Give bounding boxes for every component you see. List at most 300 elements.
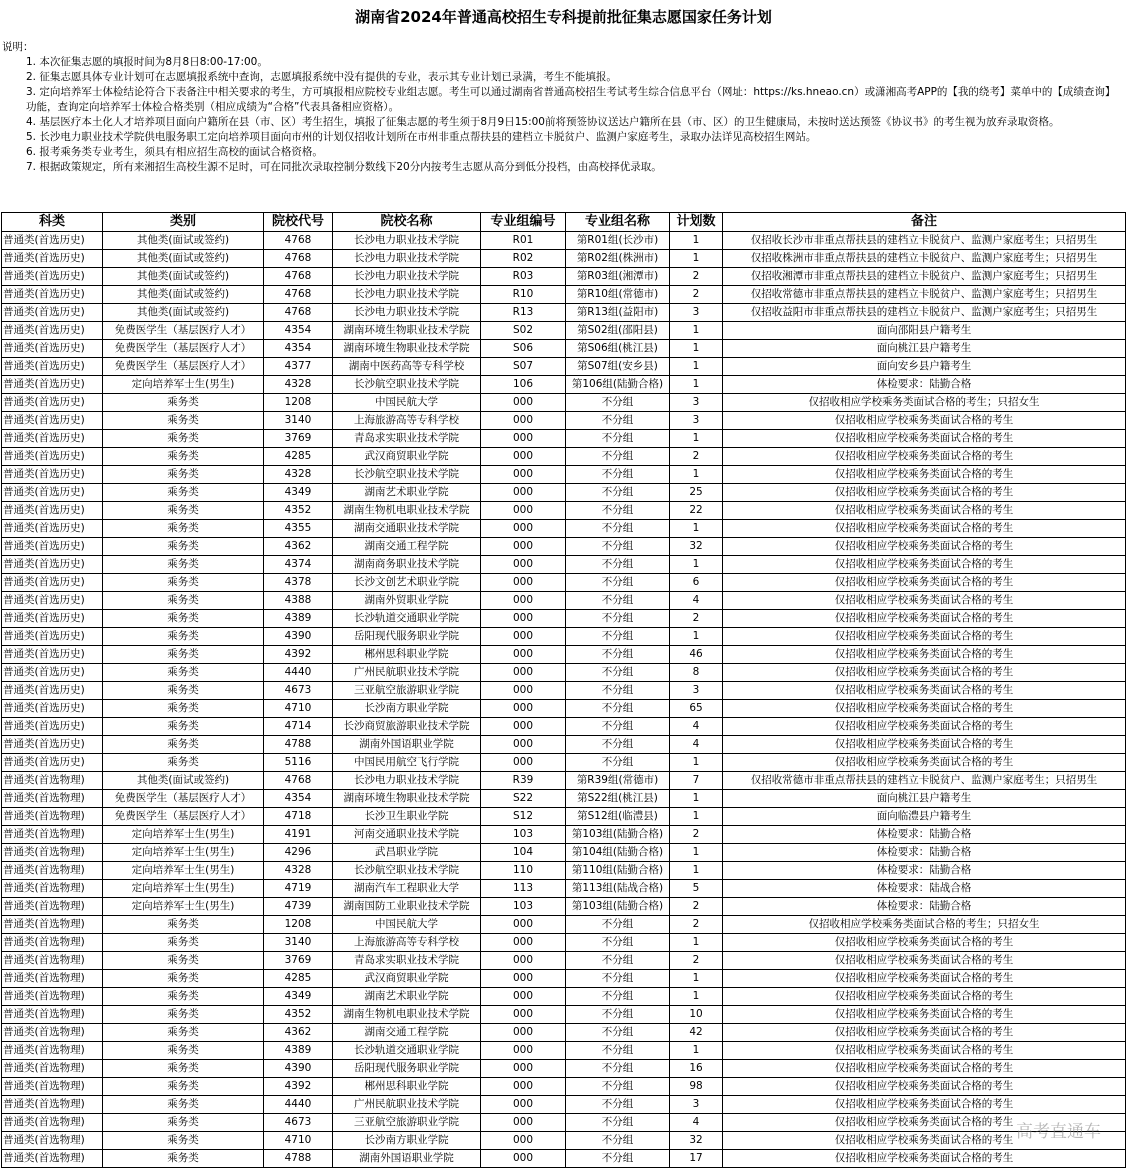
- table-row: [2, 1060, 1126, 1078]
- cell-plan-count: 1: [670, 790, 723, 808]
- cell-type: 乘务类: [103, 484, 264, 502]
- cell-remark: 仅招收相应学校乘务类面试合格的考生: [723, 484, 1126, 502]
- cell-group-code: 106: [481, 376, 566, 394]
- cell-category: 普通类(首选物理): [2, 844, 103, 862]
- table-row: [2, 502, 1126, 520]
- cell-school-name: 长沙南方职业学院: [333, 1132, 481, 1150]
- cell-type: 乘务类: [103, 1042, 264, 1060]
- cell-category: 普通类(首选物理): [2, 1078, 103, 1096]
- cell-remark: 仅招收相应学校乘务类面试合格的考生: [723, 952, 1126, 970]
- cell-category: 普通类(首选物理): [2, 898, 103, 916]
- table-header-row: [2, 213, 1126, 232]
- cell-plan-count: 1: [670, 628, 723, 646]
- cell-category: 普通类(首选物理): [2, 790, 103, 808]
- cell-group-name: 不分组: [566, 934, 670, 952]
- page-title: 湖南省2024年普通高校招生专科提前批征集志愿国家任务计划: [355, 8, 772, 26]
- cell-group-name: 不分组: [566, 1078, 670, 1096]
- cell-remark: 仅招收相应学校乘务类面试合格的考生: [723, 1150, 1126, 1168]
- cell-type: 其他类(面试或签约): [103, 250, 264, 268]
- table-row: [2, 340, 1126, 358]
- cell-type: 定向培养军士生(男生): [103, 376, 264, 394]
- cell-school-code: 4296: [264, 844, 333, 862]
- cell-group-name: 不分组: [566, 970, 670, 988]
- cell-remark: 仅招收相应学校乘务类面试合格的考生: [723, 502, 1126, 520]
- cell-category: 普通类(首选历史): [2, 232, 103, 250]
- cell-type: 其他类(面试或签约): [103, 304, 264, 322]
- cell-type: 乘务类: [103, 754, 264, 772]
- cell-group-code: 000: [481, 1150, 566, 1168]
- cell-group-code: 000: [481, 700, 566, 718]
- cell-school-name: 郴州思科职业学院: [333, 646, 481, 664]
- note-item-2: 2. 征集志愿具体专业计划可在志愿填报系统中查询，志愿填报系统中没有提供的专业，表示其专业计划已录满，考生不能填报。: [26, 71, 617, 83]
- table-row: [2, 232, 1126, 250]
- cell-group-name: 第S02组(邵阳县): [566, 322, 670, 340]
- cell-group-code: 000: [481, 520, 566, 538]
- cell-type: 乘务类: [103, 430, 264, 448]
- cell-type: 乘务类: [103, 682, 264, 700]
- cell-school-name: 岳阳现代服务职业学院: [333, 1060, 481, 1078]
- cell-remark: 体检要求：陆勤合格: [723, 376, 1126, 394]
- cell-school-name: 上海旅游高等专科学校: [333, 412, 481, 430]
- cell-group-name: 不分组: [566, 592, 670, 610]
- cell-school-name: 武汉商贸职业学院: [333, 970, 481, 988]
- cell-category: 普通类(首选历史): [2, 358, 103, 376]
- cell-plan-count: 3: [670, 304, 723, 322]
- cell-group-name: 第R10组(常德市): [566, 286, 670, 304]
- cell-group-code: 000: [481, 718, 566, 736]
- cell-remark: 仅招收相应学校乘务类面试合格的考生: [723, 574, 1126, 592]
- cell-group-name: 不分组: [566, 466, 670, 484]
- cell-plan-count: 1: [670, 1042, 723, 1060]
- cell-school-code: 3769: [264, 430, 333, 448]
- note-item-4: 4. 基层医疗本土化人才培养项目面向户籍所在县（市、区）考生招生，填报了征集志愿的考生须于8月9日15:00前将预签协议送达户籍所在县（市、区）的卫生健康局，未按时送达预签《协议书》的考生视为放弃录取资格。: [26, 116, 1060, 128]
- cell-type: 乘务类: [103, 736, 264, 754]
- header-cell: 院校代号: [264, 213, 333, 232]
- cell-school-name: 三亚航空旅游职业学院: [333, 682, 481, 700]
- cell-school-name: 长沙电力职业技术学院: [333, 304, 481, 322]
- cell-school-code: 4768: [264, 232, 333, 250]
- cell-plan-count: 2: [670, 826, 723, 844]
- cell-group-name: 不分组: [566, 682, 670, 700]
- table-row: [2, 898, 1126, 916]
- cell-group-name: 第113组(陆战合格): [566, 880, 670, 898]
- cell-group-name: 不分组: [566, 394, 670, 412]
- cell-category: 普通类(首选物理): [2, 826, 103, 844]
- cell-category: 普通类(首选物理): [2, 1150, 103, 1168]
- cell-group-name: 不分组: [566, 700, 670, 718]
- cell-category: 普通类(首选物理): [2, 988, 103, 1006]
- cell-category: 普通类(首选历史): [2, 664, 103, 682]
- cell-group-name: 不分组: [566, 1096, 670, 1114]
- cell-group-name: 不分组: [566, 610, 670, 628]
- cell-school-name: 武昌职业学院: [333, 844, 481, 862]
- cell-school-name: 长沙商贸旅游职业技术学院: [333, 718, 481, 736]
- cell-group-code: 000: [481, 664, 566, 682]
- cell-plan-count: 1: [670, 844, 723, 862]
- cell-group-code: 000: [481, 538, 566, 556]
- cell-type: 乘务类: [103, 466, 264, 484]
- cell-type: 定向培养军士生(男生): [103, 880, 264, 898]
- cell-plan-count: 4: [670, 736, 723, 754]
- cell-remark: 体检要求：陆勤合格: [723, 862, 1126, 880]
- cell-group-code: 000: [481, 556, 566, 574]
- cell-remark: 仅招收常德市非重点帮扶县的建档立卡脱贫户、监测户家庭考生；只招男生: [723, 772, 1126, 790]
- cell-school-code: 4328: [264, 466, 333, 484]
- cell-group-code: R13: [481, 304, 566, 322]
- cell-group-name: 第R03组(湘潭市): [566, 268, 670, 286]
- cell-group-name: 不分组: [566, 754, 670, 772]
- cell-group-name: 不分组: [566, 1024, 670, 1042]
- cell-group-code: 000: [481, 1060, 566, 1078]
- cell-remark: 仅招收相应学校乘务类面试合格的考生: [723, 412, 1126, 430]
- cell-type: 乘务类: [103, 1024, 264, 1042]
- cell-plan-count: 1: [670, 376, 723, 394]
- cell-school-code: 4388: [264, 592, 333, 610]
- cell-category: 普通类(首选历史): [2, 682, 103, 700]
- cell-school-code: 1208: [264, 394, 333, 412]
- cell-school-code: 4354: [264, 340, 333, 358]
- header-cell: 科类: [2, 213, 103, 232]
- cell-category: 普通类(首选物理): [2, 1042, 103, 1060]
- cell-category: 普通类(首选历史): [2, 304, 103, 322]
- cell-plan-count: 4: [670, 1114, 723, 1132]
- cell-group-name: 不分组: [566, 988, 670, 1006]
- table-row: [2, 322, 1126, 340]
- cell-category: 普通类(首选历史): [2, 322, 103, 340]
- cell-remark: 仅招收相应学校乘务类面试合格的考生: [723, 1114, 1126, 1132]
- cell-group-code: S07: [481, 358, 566, 376]
- cell-remark: 仅招收相应学校乘务类面试合格的考生: [723, 1078, 1126, 1096]
- header-cell: 院校名称: [333, 213, 481, 232]
- cell-category: 普通类(首选历史): [2, 268, 103, 286]
- cell-school-name: 湖南汽车工程职业大学: [333, 880, 481, 898]
- cell-school-name: 长沙电力职业技术学院: [333, 250, 481, 268]
- cell-category: 普通类(首选物理): [2, 952, 103, 970]
- cell-group-code: 000: [481, 610, 566, 628]
- cell-category: 普通类(首选历史): [2, 538, 103, 556]
- cell-plan-count: 2: [670, 916, 723, 934]
- cell-plan-count: 1: [670, 934, 723, 952]
- cell-school-code: 1208: [264, 916, 333, 934]
- cell-category: 普通类(首选物理): [2, 1114, 103, 1132]
- cell-group-code: 000: [481, 646, 566, 664]
- cell-school-code: 4389: [264, 610, 333, 628]
- table-row: [2, 754, 1126, 772]
- cell-group-code: 110: [481, 862, 566, 880]
- cell-type: 乘务类: [103, 1096, 264, 1114]
- table-row: [2, 772, 1126, 790]
- cell-group-name: 不分组: [566, 538, 670, 556]
- cell-type: 乘务类: [103, 538, 264, 556]
- cell-school-code: 4440: [264, 664, 333, 682]
- table-row: [2, 826, 1126, 844]
- cell-category: 普通类(首选历史): [2, 610, 103, 628]
- cell-type: 乘务类: [103, 574, 264, 592]
- cell-school-name: 湖南国防工业职业技术学院: [333, 898, 481, 916]
- cell-school-code: 4392: [264, 1078, 333, 1096]
- header-cell: 专业组名称: [566, 213, 670, 232]
- table-row: [2, 394, 1126, 412]
- cell-remark: 仅招收相应学校乘务类面试合格的考生: [723, 682, 1126, 700]
- cell-category: 普通类(首选历史): [2, 718, 103, 736]
- cell-school-code: 4673: [264, 1114, 333, 1132]
- table-row: [2, 1114, 1126, 1132]
- cell-group-name: 第R13组(益阳市): [566, 304, 670, 322]
- note-item-7: 7. 根据政策规定，所有来湘招生高校生源不足时，可在同批次录取控制分数线下20分内按考生志愿从高分到低分投档，由高校择优录取。: [26, 161, 662, 173]
- cell-type: 乘务类: [103, 1114, 264, 1132]
- cell-remark: 仅招收湘潭市非重点帮扶县的建档立卡脱贫户、监测户家庭考生；只招男生: [723, 268, 1126, 286]
- cell-school-code: 4390: [264, 1060, 333, 1078]
- cell-remark: 仅招收相应学校乘务类面试合格的考生: [723, 718, 1126, 736]
- cell-group-name: 不分组: [566, 1114, 670, 1132]
- cell-remark: 仅招收株洲市非重点帮扶县的建档立卡脱贫户、监测户家庭考生；只招男生: [723, 250, 1126, 268]
- table-row: [2, 1042, 1126, 1060]
- cell-remark: 仅招收常德市非重点帮扶县的建档立卡脱贫户、监测户家庭考生；只招男生: [723, 286, 1126, 304]
- cell-remark: 仅招收相应学校乘务类面试合格的考生: [723, 646, 1126, 664]
- table-row: [2, 1024, 1126, 1042]
- cell-school-name: 长沙电力职业技术学院: [333, 772, 481, 790]
- cell-group-code: 000: [481, 1024, 566, 1042]
- cell-school-name: 青岛求实职业技术学院: [333, 952, 481, 970]
- cell-remark: 仅招收相应学校乘务类面试合格的考生: [723, 1132, 1126, 1150]
- cell-group-name: 不分组: [566, 916, 670, 934]
- cell-plan-count: 1: [670, 466, 723, 484]
- cell-school-code: 4788: [264, 736, 333, 754]
- cell-school-name: 长沙南方职业学院: [333, 700, 481, 718]
- cell-school-code: 4768: [264, 250, 333, 268]
- cell-school-code: 4719: [264, 880, 333, 898]
- cell-group-code: 113: [481, 880, 566, 898]
- cell-group-code: 000: [481, 1006, 566, 1024]
- cell-type: 免费医学生（基层医疗人才）: [103, 790, 264, 808]
- cell-group-code: 000: [481, 448, 566, 466]
- cell-remark: 仅招收相应学校乘务类面试合格的考生: [723, 556, 1126, 574]
- note-item-6: 6. 报考乘务类专业考生，须具有相应招生高校的面试合格资格。: [26, 146, 323, 158]
- cell-type: 乘务类: [103, 1006, 264, 1024]
- cell-type: 其他类(面试或签约): [103, 772, 264, 790]
- cell-group-code: 000: [481, 502, 566, 520]
- cell-type: 乘务类: [103, 664, 264, 682]
- cell-school-code: 5116: [264, 754, 333, 772]
- cell-category: 普通类(首选历史): [2, 376, 103, 394]
- table-row: [2, 646, 1126, 664]
- cell-plan-count: 3: [670, 394, 723, 412]
- cell-group-code: R03: [481, 268, 566, 286]
- cell-plan-count: 3: [670, 412, 723, 430]
- cell-group-code: R10: [481, 286, 566, 304]
- cell-group-name: 不分组: [566, 1132, 670, 1150]
- cell-group-code: 103: [481, 826, 566, 844]
- cell-type: 乘务类: [103, 502, 264, 520]
- cell-school-code: 4328: [264, 376, 333, 394]
- cell-group-code: 000: [481, 466, 566, 484]
- cell-group-name: 不分组: [566, 718, 670, 736]
- cell-plan-count: 1: [670, 358, 723, 376]
- cell-group-name: 不分组: [566, 430, 670, 448]
- cell-school-code: 4328: [264, 862, 333, 880]
- cell-remark: 体检要求：陆勤合格: [723, 844, 1126, 862]
- cell-group-name: 不分组: [566, 484, 670, 502]
- cell-group-code: 000: [481, 682, 566, 700]
- cell-school-code: 4378: [264, 574, 333, 592]
- cell-group-name: 第R01组(长沙市): [566, 232, 670, 250]
- cell-group-name: 第S12组(临澧县): [566, 808, 670, 826]
- cell-school-code: 4374: [264, 556, 333, 574]
- table-row: [2, 952, 1126, 970]
- cell-category: 普通类(首选物理): [2, 880, 103, 898]
- cell-group-name: 不分组: [566, 952, 670, 970]
- cell-school-code: 4285: [264, 970, 333, 988]
- table-row: [2, 808, 1126, 826]
- cell-group-code: 000: [481, 394, 566, 412]
- cell-remark: 面向安乡县户籍考生: [723, 358, 1126, 376]
- cell-category: 普通类(首选历史): [2, 628, 103, 646]
- cell-school-code: 4788: [264, 1150, 333, 1168]
- cell-type: 其他类(面试或签约): [103, 286, 264, 304]
- cell-group-code: 000: [481, 988, 566, 1006]
- cell-category: 普通类(首选物理): [2, 934, 103, 952]
- cell-plan-count: 2: [670, 448, 723, 466]
- cell-group-code: S06: [481, 340, 566, 358]
- cell-school-name: 长沙卫生职业学院: [333, 808, 481, 826]
- cell-category: 普通类(首选物理): [2, 1060, 103, 1078]
- cell-remark: 体检要求：陆战合格: [723, 880, 1126, 898]
- cell-group-code: 000: [481, 952, 566, 970]
- cell-school-name: 长沙轨道交通职业学院: [333, 1042, 481, 1060]
- cell-category: 普通类(首选历史): [2, 412, 103, 430]
- cell-plan-count: 4: [670, 718, 723, 736]
- cell-school-name: 长沙轨道交通职业学院: [333, 610, 481, 628]
- cell-group-code: 103: [481, 898, 566, 916]
- cell-school-code: 3140: [264, 934, 333, 952]
- cell-remark: 仅招收长沙市非重点帮扶县的建档立卡脱贫户、监测户家庭考生；只招男生: [723, 232, 1126, 250]
- cell-category: 普通类(首选物理): [2, 772, 103, 790]
- cell-type: 乘务类: [103, 412, 264, 430]
- cell-school-code: 4377: [264, 358, 333, 376]
- cell-plan-count: 2: [670, 898, 723, 916]
- table-row: [2, 682, 1126, 700]
- cell-category: 普通类(首选历史): [2, 250, 103, 268]
- cell-group-code: 000: [481, 430, 566, 448]
- cell-group-name: 第S22组(桃江县): [566, 790, 670, 808]
- cell-group-name: 不分组: [566, 412, 670, 430]
- table-row: [2, 1078, 1126, 1096]
- table-row: [2, 844, 1126, 862]
- table-row: [2, 304, 1126, 322]
- cell-plan-count: 17: [670, 1150, 723, 1168]
- cell-plan-count: 1: [670, 556, 723, 574]
- cell-group-name: 不分组: [566, 1006, 670, 1024]
- cell-school-name: 湖南环境生物职业技术学院: [333, 790, 481, 808]
- cell-school-name: 三亚航空旅游职业学院: [333, 1114, 481, 1132]
- cell-group-code: 000: [481, 628, 566, 646]
- cell-school-code: 3140: [264, 412, 333, 430]
- cell-plan-count: 5: [670, 880, 723, 898]
- cell-school-name: 湖南中医药高等专科学校: [333, 358, 481, 376]
- cell-group-code: 000: [481, 412, 566, 430]
- cell-type: 其他类(面试或签约): [103, 268, 264, 286]
- cell-plan-count: 3: [670, 682, 723, 700]
- cell-school-name: 郴州思科职业学院: [333, 1078, 481, 1096]
- note-item-3: 3. 定向培养军士体检结论符合下表备注中相关要求的考生，方可填报相应院校专业组志愿。考生可以通过湖南省普通高校招生考试考生综合信息平台（网址：https://ks.hneao.cn）或潇湘高考APP的【我的绕考】菜单中的【成绩查询】功能，查询定向培养军士体检合格类别（相应成绩为“合格”代表具备相应资格）。: [26, 86, 1116, 113]
- cell-group-name: 不分组: [566, 736, 670, 754]
- cell-plan-count: 1: [670, 322, 723, 340]
- cell-plan-count: 22: [670, 502, 723, 520]
- cell-school-code: 3769: [264, 952, 333, 970]
- cell-school-code: 4285: [264, 448, 333, 466]
- table-row: [2, 1150, 1126, 1168]
- cell-category: 普通类(首选历史): [2, 574, 103, 592]
- cell-plan-count: 1: [670, 862, 723, 880]
- cell-plan-count: 10: [670, 1006, 723, 1024]
- table-body: [2, 232, 1126, 1168]
- cell-remark: 仅招收相应学校乘务类面试合格的考生: [723, 700, 1126, 718]
- cell-plan-count: 32: [670, 538, 723, 556]
- cell-school-code: 4768: [264, 772, 333, 790]
- cell-school-name: 湖南艺术职业学院: [333, 484, 481, 502]
- cell-school-name: 湖南商务职业技术学院: [333, 556, 481, 574]
- cell-type: 乘务类: [103, 916, 264, 934]
- cell-school-name: 长沙航空职业技术学院: [333, 376, 481, 394]
- table-row: [2, 1006, 1126, 1024]
- cell-remark: 仅招收相应学校乘务类面试合格的考生: [723, 1060, 1126, 1078]
- cell-group-code: 000: [481, 1042, 566, 1060]
- cell-group-name: 第106组(陆勤合格): [566, 376, 670, 394]
- cell-type: 乘务类: [103, 520, 264, 538]
- cell-group-name: 第R02组(株洲市): [566, 250, 670, 268]
- table-row: [2, 466, 1126, 484]
- cell-remark: 仅招收相应学校乘务类面试合格的考生: [723, 448, 1126, 466]
- cell-type: 乘务类: [103, 448, 264, 466]
- cell-group-code: 104: [481, 844, 566, 862]
- cell-plan-count: 3: [670, 1096, 723, 1114]
- cell-group-name: 第104组(陆勤合格): [566, 844, 670, 862]
- cell-school-code: 4710: [264, 700, 333, 718]
- table-row: [2, 358, 1126, 376]
- note-item-1: 1. 本次征集志愿的填报时间为8月8日8:00-17:00。: [26, 56, 268, 68]
- cell-remark: 仅招收相应学校乘务类面试合格的考生: [723, 592, 1126, 610]
- table-row: [2, 520, 1126, 538]
- table-row: [2, 286, 1126, 304]
- cell-type: 乘务类: [103, 934, 264, 952]
- cell-remark: 仅招收相应学校乘务类面试合格的考生: [723, 988, 1126, 1006]
- cell-plan-count: 32: [670, 1132, 723, 1150]
- cell-group-code: 000: [481, 574, 566, 592]
- header-cell: 备注: [723, 213, 1126, 232]
- table-row: [2, 628, 1126, 646]
- cell-school-name: 河南交通职业技术学院: [333, 826, 481, 844]
- table-row: [2, 664, 1126, 682]
- cell-remark: 仅招收相应学校乘务类面试合格的考生；只招女生: [723, 394, 1126, 412]
- cell-remark: 仅招收相应学校乘务类面试合格的考生: [723, 664, 1126, 682]
- cell-group-code: 000: [481, 1078, 566, 1096]
- cell-group-name: 不分组: [566, 646, 670, 664]
- cell-category: 普通类(首选历史): [2, 736, 103, 754]
- cell-remark: 仅招收相应学校乘务类面试合格的考生: [723, 1006, 1126, 1024]
- cell-school-code: 4354: [264, 322, 333, 340]
- cell-plan-count: 2: [670, 952, 723, 970]
- cell-school-code: 4352: [264, 1006, 333, 1024]
- cell-school-code: 4349: [264, 484, 333, 502]
- cell-remark: 仅招收相应学校乘务类面试合格的考生: [723, 736, 1126, 754]
- cell-school-code: 4352: [264, 502, 333, 520]
- notes-heading: 说明：: [2, 41, 34, 53]
- cell-school-name: 武汉商贸职业学院: [333, 448, 481, 466]
- cell-group-code: 000: [481, 736, 566, 754]
- cell-school-name: 长沙航空职业技术学院: [333, 466, 481, 484]
- cell-type: 乘务类: [103, 610, 264, 628]
- cell-plan-count: 1: [670, 988, 723, 1006]
